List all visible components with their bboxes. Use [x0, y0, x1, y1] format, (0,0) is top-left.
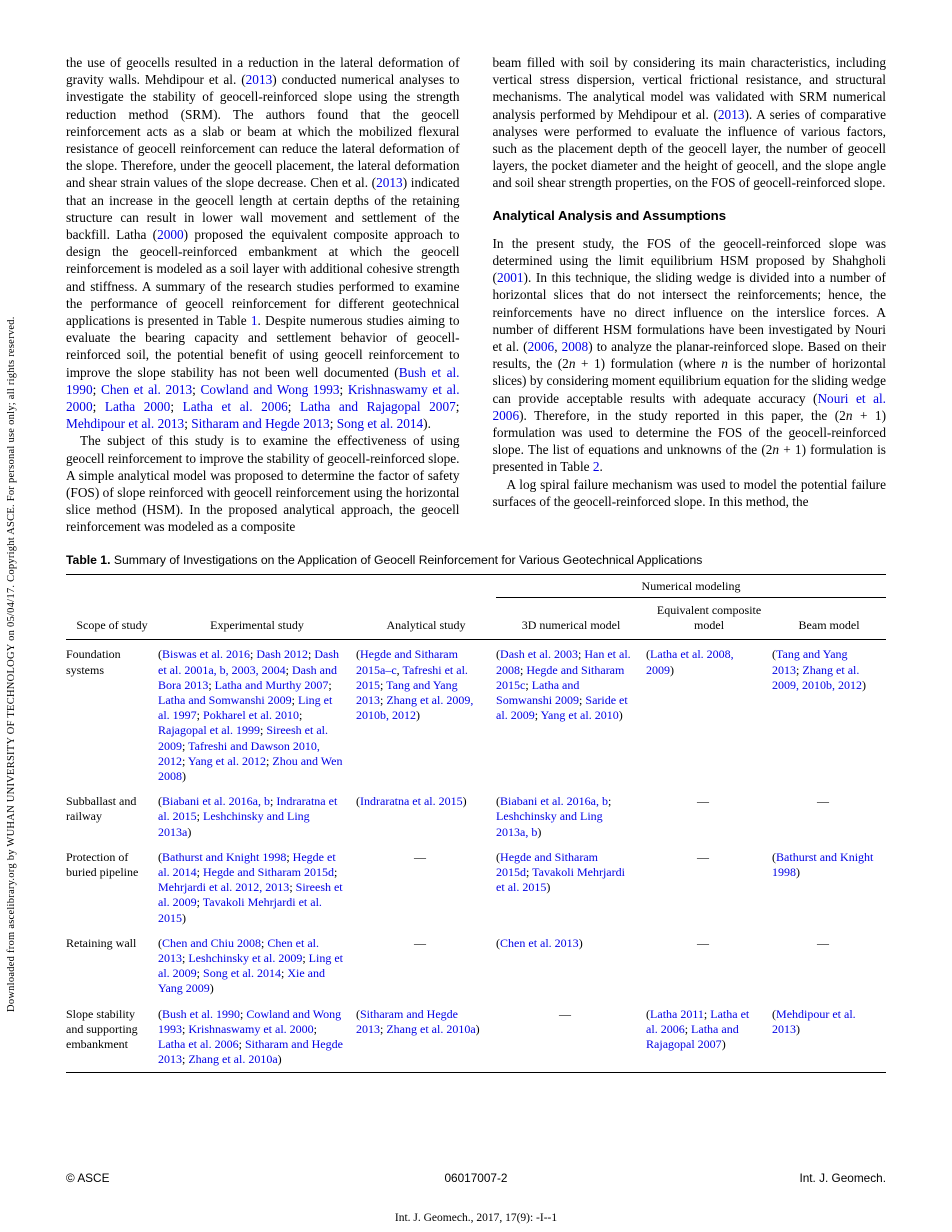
column-header-row	[66, 597, 886, 639]
beam-model-cell: —	[817, 794, 830, 809]
model-3d-cell: (Biabani et al. 2016a, b; Leshchinsky and Ling 2013a, b)	[496, 794, 612, 839]
copyright-text: © ASCE	[66, 1171, 110, 1185]
paper-number: 06017007-2	[444, 1171, 508, 1185]
citation-link[interactable]: 2013	[376, 175, 403, 191]
citation-link[interactable]: Leshchinsky and Ling 2013a, b	[496, 809, 603, 839]
citation-link[interactable]: Tang and Yang 2013	[356, 677, 458, 707]
column-header-3d-model: 3D numerical model	[496, 597, 646, 639]
citation-link[interactable]: Rajagopal et al. 1999	[158, 723, 260, 738]
journal-name: Int. J. Geomech.	[799, 1171, 886, 1185]
table-row	[66, 931, 886, 1002]
citation-link[interactable]: Dash et al. 2001a, b, 2003, 2004	[158, 647, 340, 677]
scope-cell: Foundation systems	[66, 647, 121, 677]
scope-cell: Slope stability and supporting embankment	[66, 1006, 138, 1051]
citation-link[interactable]: Latha et al. 2006	[158, 1036, 239, 1051]
citation-link[interactable]: Zhang et al. 2009, 2010b, 2012	[356, 692, 474, 723]
group-header-row	[66, 574, 886, 597]
equivalent-model-cell: (Latha 2011; Latha et al. 2006; Latha and Rajagopal 2007)	[646, 1006, 750, 1051]
citation-link[interactable]: Sitharam and Hegde 2013	[158, 1036, 343, 1067]
citation-link[interactable]: Tang and Yang 2013	[772, 647, 848, 677]
group-header: Numerical modeling	[496, 574, 886, 597]
analytical-cell: —	[414, 935, 427, 950]
citation-link[interactable]: Cowland and Wong 1993	[200, 381, 340, 397]
citation-link[interactable]: Zhang et al. 2009, 2010b, 2012	[772, 662, 863, 692]
equivalent-model-cell: —	[697, 935, 710, 950]
citation-link[interactable]: Yang et al. 2012	[187, 753, 267, 768]
citation-link[interactable]: Saride et al. 2009	[496, 692, 628, 723]
citation-link[interactable]: Latha and Rajagopal 2007	[646, 1021, 739, 1051]
italic-variable: n	[772, 442, 780, 458]
table-1	[66, 553, 886, 1074]
table-1-grid	[66, 574, 886, 1074]
citation-link[interactable]: 2000	[157, 227, 184, 243]
table-row	[66, 845, 886, 931]
paragraph: the use of geocells resulted in a reduction in the lateral deformation of gravity walls. Mehdipour et al. (2013) conducted numerical analyses to investigate the stability of geocell-reinforced slope using the strength reduction method (SRM). The authors found that the geocell reinforcement acts as a slab or beam at which the mobilized flexural resistance of geocell reinforcement can reduce the lateral deformation of the slope. Therefore, under the geocell placement, the lateral deformation and shear strain values of the slope decrease. Chen et al. (2013) indicated that an increase in the geocell length at certain depths of the retaining structure can result in lower wall movement and settlement of the backfill. Latha (2000) proposed the equivalent composite approach to design the geocell-reinforced embankment at which the geocell reinforcement is modeled as a soil layer with additional cohesive strength and stiffness. A summary of the research studies performed to examine the performance of geocell reinforcement for different geotechnical applications is presented in Table 1. Despite numerous studies aiming to evaluate the bearing capacity and settlement behavior of geocell-reinforced soil, the potential benefit of using geocell reinforcement to improve the slope stability has not been well documented (Bush et al. 1990; Chen et al. 2013; Cowland and Wong 1993; Krishnaswamy et al. 2000; Latha 2000; Latha et al. 2006; Latha and Rajagopal 2007; Mehdipour et al. 2013; Sitharam and Hegde 2013; Song et al. 2014).	[66, 55, 460, 432]
citation-link[interactable]: Latha and Murthy 2007	[214, 677, 329, 692]
citation-link[interactable]: Mehdipour et al. 2013	[66, 416, 185, 432]
scope-cell: Protection of buried pipeline	[66, 849, 139, 879]
citation-link[interactable]: Krishnaswamy et al. 2000	[66, 381, 460, 415]
citation-link[interactable]: Tafreshi and Dawson 2010, 2012	[158, 738, 320, 768]
download-watermark: Downloaded from ascelibrary.org by WUHAN UNIVERSITY OF TECHNOLOGY on 05/04/17. Copyright ASCE. For personal use only; all rights reserved.	[6, 316, 17, 1012]
right-column	[493, 54, 887, 536]
citation-link[interactable]: Song et al. 2014	[336, 416, 424, 432]
beam-model-cell: (Mehdipour et al. 2013)	[772, 1006, 856, 1036]
citation-link[interactable]: Indraratna et al. 2015	[360, 794, 463, 809]
citation-link[interactable]: Latha and Somwanshi 2009	[496, 677, 580, 707]
citation-link[interactable]: Bathurst and Knight 1998	[772, 849, 874, 879]
citation-link[interactable]: Chen and Chiu 2008	[162, 935, 261, 950]
italic-variable: n	[845, 407, 853, 423]
paragraph: In the present study, the FOS of the geocell-reinforced slope was determined using the limit equilibrium HSM proposed by Shahgholi (2001). In this technique, the sliding wedge is divided into a number of horizontal slices that do not intersect the reinforcements; hence, the reinforcements have no direct influence on the interslice forces. A number of different HSM formulations have been investigated by Nouri et al. (2006, 2008) to analyze the planar-reinforced slope. Based on their results, the (2n + 1) formulation (where n is the number of horizontal slices) by considering moment equilibrium equation for the sliding wedge can provide acceptable results with adequate accuracy (Nouri et al. 2006). Therefore, in the study reported in this paper, the (2n + 1) formulation was used to determine the FOS of the geocell-reinforced slope. The list of equations and unknowns of the (2n + 1) formulation is presented in Table 2.	[492, 235, 887, 475]
citation-link[interactable]: Chen et al. 2013	[158, 935, 319, 965]
citation-link[interactable]: Han et al. 2008	[496, 647, 631, 677]
citation-link[interactable]: Chen et al. 2013	[500, 935, 579, 950]
citation-link[interactable]: Latha et al. 2008, 2009	[646, 647, 734, 677]
scope-cell: Retaining wall	[66, 935, 137, 950]
citation-link[interactable]: Ling et al. 1997	[158, 692, 333, 723]
citation-link[interactable]: 1	[250, 313, 258, 329]
citation-link[interactable]: Cowland and Wong 1993	[158, 1006, 342, 1036]
experimental-cell: (Biswas et al. 2016; Dash 2012; Dash et al. 2001a, b, 2003, 2004; Dash and Bora 2013; Latha and Murthy 2007; Latha and Somwanshi 2009; Ling et al. 1997; Pokharel et al. 2010; Rajagopal et al. 1999; Sireesh et al. 2009; Tafreshi and Dawson 2010, 2012; Yang et al. 2012; Zhou and Wen 2008)	[158, 647, 343, 783]
citation-link[interactable]: Indraratna et al. 2015	[158, 794, 338, 824]
model-3d-cell: (Chen et al. 2013)	[496, 935, 583, 950]
citation-link[interactable]: Pokharel et al. 2010	[203, 708, 299, 723]
column-header-experimental: Experimental study	[158, 597, 356, 639]
citation-link[interactable]: Dash and Bora 2013	[158, 662, 337, 692]
citation-link[interactable]: Hegde and Sitharam 2015c	[496, 662, 625, 692]
equivalent-model-cell: —	[697, 794, 710, 809]
paragraph: beam filled with soil by considering its main characteristics, including vertical stress dispersion, vertical frictional resistance, and structural mechanisms. The analytical model was validated with SRM numerical analysis performed by Mehdipour et al. (2013). A series of comparative analyses were performed to evaluate the influence of various factors, such as the placement depth of the geocell layer, the number of geocell layers, the pocket diameter and the height of geocell, and the slope angle and soil shear strength properties, on the FOS of geocell-reinforced slope.	[492, 55, 886, 191]
table-row	[66, 640, 886, 789]
equivalent-model-cell: —	[697, 849, 710, 864]
page-footer	[66, 1171, 886, 1185]
citation-link[interactable]: Latha and Somwanshi 2009	[158, 692, 292, 707]
citation-link[interactable]: Dash et al. 2003	[500, 647, 579, 662]
citation-link[interactable]: Biabani et al. 2016a, b	[162, 794, 270, 809]
citation-link[interactable]: 2	[592, 459, 600, 475]
model-3d-cell: (Hegde and Sitharam 2015d; Tavakoli Mehrjardi et al. 2015)	[496, 849, 625, 895]
citation-link[interactable]: Sireesh et al. 2009	[158, 723, 328, 753]
left-column	[66, 54, 460, 536]
citation-link[interactable]: Sireesh et al. 2009	[158, 880, 343, 910]
citation-link[interactable]: Ling et al. 2009	[158, 950, 343, 981]
citation-line: Int. J. Geomech., 2017, 17(9): -I--1	[394, 1212, 558, 1224]
citation-link[interactable]: Tavakoli Mehrjardi et al. 2015	[158, 895, 322, 925]
beam-model-cell: (Bathurst and Knight 1998)	[772, 849, 874, 879]
citation-link[interactable]: Zhou and Wen 2008	[158, 753, 343, 783]
citation-link[interactable]: Hegde and Sitharam 2015d	[203, 864, 334, 879]
citation-link[interactable]: Biabani et al. 2016a, b	[500, 794, 609, 809]
citation-link[interactable]: 2008	[561, 339, 589, 355]
paragraph: A log spiral failure mechanism was used to model the potential failure surfaces of the geocell-reinforced slope. In this method, the	[492, 476, 886, 509]
citation-link[interactable]: Latha and Rajagopal 2007	[300, 399, 456, 415]
column-header-equivalent-model: Equivalent composite model	[646, 597, 772, 639]
citation-link[interactable]: Chen et al. 2013	[100, 381, 193, 397]
table-row	[66, 1002, 886, 1073]
beam-model-cell: (Tang and Yang 2013; Zhang et al. 2009, 2010b, 2012)	[772, 647, 867, 692]
citation-link[interactable]: Latha et al. 2006	[646, 1006, 750, 1036]
experimental-cell: (Bathurst and Knight 1998; Hegde et al. 2014; Hegde and Sitharam 2015d; Mehrjardi et al. 2012, 2013; Sireesh et al. 2009; Tavakoli Mehrjardi et al. 2015)	[158, 849, 343, 925]
table-caption: Table 1. Summary of Investigations on the Application of Geocell Reinforcement for Various Geotechnical Applications	[66, 552, 703, 567]
citation-link[interactable]: Zhang et al. 2010a	[386, 1021, 476, 1036]
citation-link[interactable]: Tafreshi et al. 2015	[356, 662, 468, 692]
citation-link[interactable]: Hegde and Sitharam 2015a–c	[356, 647, 458, 677]
citation-link[interactable]: Xie and Yang 2009	[158, 966, 326, 996]
table-row	[66, 789, 886, 845]
citation-link[interactable]: Hegde et al. 2014	[158, 849, 336, 879]
model-3d-cell: —	[559, 1006, 572, 1021]
experimental-cell: (Bush et al. 1990; Cowland and Wong 1993; Krishnaswamy et al. 2000; Latha et al. 2006; Sitharam and Hegde 2013; Zhang et al. 2010a)	[158, 1006, 343, 1067]
citation-link[interactable]: Bush et al. 1990	[66, 364, 460, 397]
citation-link[interactable]: Bathurst and Knight 1998	[162, 849, 287, 864]
column-header-scope: Scope of study	[66, 597, 158, 639]
citation-link[interactable]: Tavakoli Mehrjardi et al. 2015	[496, 864, 625, 895]
citation-link[interactable]: 2001	[496, 270, 524, 286]
citation-link[interactable]: Latha 2000	[104, 399, 171, 415]
experimental-cell: (Chen and Chiu 2008; Chen et al. 2013; Leshchinsky et al. 2009; Ling et al. 2009; Song et al. 2014; Xie and Yang 2009)	[158, 935, 343, 996]
bold-label: Table 1.	[66, 552, 111, 567]
citation-link[interactable]: Latha et al. 2006	[182, 399, 288, 415]
citation-link[interactable]: Yang et al. 2010	[540, 708, 619, 723]
citation-link[interactable]: 2006	[527, 339, 555, 355]
beam-model-cell: —	[817, 935, 830, 950]
citation-link[interactable]: Hegde and Sitharam 2015d	[496, 849, 598, 879]
citation-link[interactable]: Sitharam and Hegde 2013	[356, 1006, 458, 1036]
citation-link[interactable]: 2013	[245, 72, 273, 88]
analytical-cell: (Hegde and Sitharam 2015a–c, Tafreshi et al. 2015; Tang and Yang 2013; Zhang et al. 2009, 2010b, 2012)	[356, 647, 474, 723]
citation-link[interactable]: Latha 2011	[650, 1006, 704, 1021]
citation-link[interactable]: Sitharam and Hegde 2013	[191, 416, 330, 432]
equivalent-model-cell: (Latha et al. 2008, 2009)	[646, 647, 734, 677]
citation-link[interactable]: Bush et al. 1990	[162, 1006, 240, 1021]
column-header-analytical: Analytical study	[356, 597, 496, 639]
analytical-cell: (Sitharam and Hegde 2013; Zhang et al. 2010a)	[356, 1006, 480, 1036]
analytical-cell: —	[414, 849, 427, 864]
citation-link[interactable]: Nouri et al. 2006	[492, 390, 886, 423]
citation-link[interactable]: Mehdipour et al. 2013	[772, 1006, 856, 1036]
citation-link[interactable]: Mehrjardi et al. 2012, 2013	[158, 880, 290, 895]
scope-cell: Subballast and railway	[66, 794, 137, 824]
citation-link[interactable]: Biswas et al. 2016	[162, 647, 250, 662]
group-header-spacer	[66, 574, 496, 597]
italic-variable: n	[721, 356, 728, 372]
experimental-cell: (Biabani et al. 2016a, b; Indraratna et al. 2015; Leshchinsky and Ling 2013a)	[158, 794, 338, 839]
two-column-body	[66, 54, 886, 536]
paragraph: The subject of this study is to examine the effectiveness of using geocell reinforcement to improve the stability of geocell-reinforced slope. A simple analytical model was proposed to determine the factor of safety (FOS) of slope reinforced with geocell reinforcement using the horizontal slice method (HSM). In the proposed analytical approach, the geocell reinforcement was modeled as a composite	[66, 433, 460, 535]
model-3d-cell: (Dash et al. 2003; Han et al. 2008; Hegde and Sitharam 2015c; Latha and Somwanshi 2009; Saride et al. 2009; Yang et al. 2010)	[496, 647, 631, 723]
analytical-cell: (Indraratna et al. 2015)	[356, 794, 467, 809]
column-header-beam-model: Beam model	[772, 597, 886, 639]
citation-link[interactable]: Krishnaswamy et al. 2000	[188, 1021, 314, 1036]
citation-link[interactable]: Zhang et al. 2010a	[188, 1052, 278, 1067]
citation-link[interactable]: Leshchinsky et al. 2009	[188, 950, 303, 965]
citation-link[interactable]: Leshchinsky and Ling 2013a	[158, 809, 310, 839]
page-content	[66, 54, 886, 1073]
italic-variable: n	[568, 356, 576, 372]
citation-link[interactable]: Dash 2012	[256, 647, 309, 662]
citation-link[interactable]: Song et al. 2014	[203, 966, 282, 981]
section-heading: Analytical Analysis and Assumptions	[492, 207, 727, 223]
citation-link[interactable]: 2013	[717, 106, 745, 122]
